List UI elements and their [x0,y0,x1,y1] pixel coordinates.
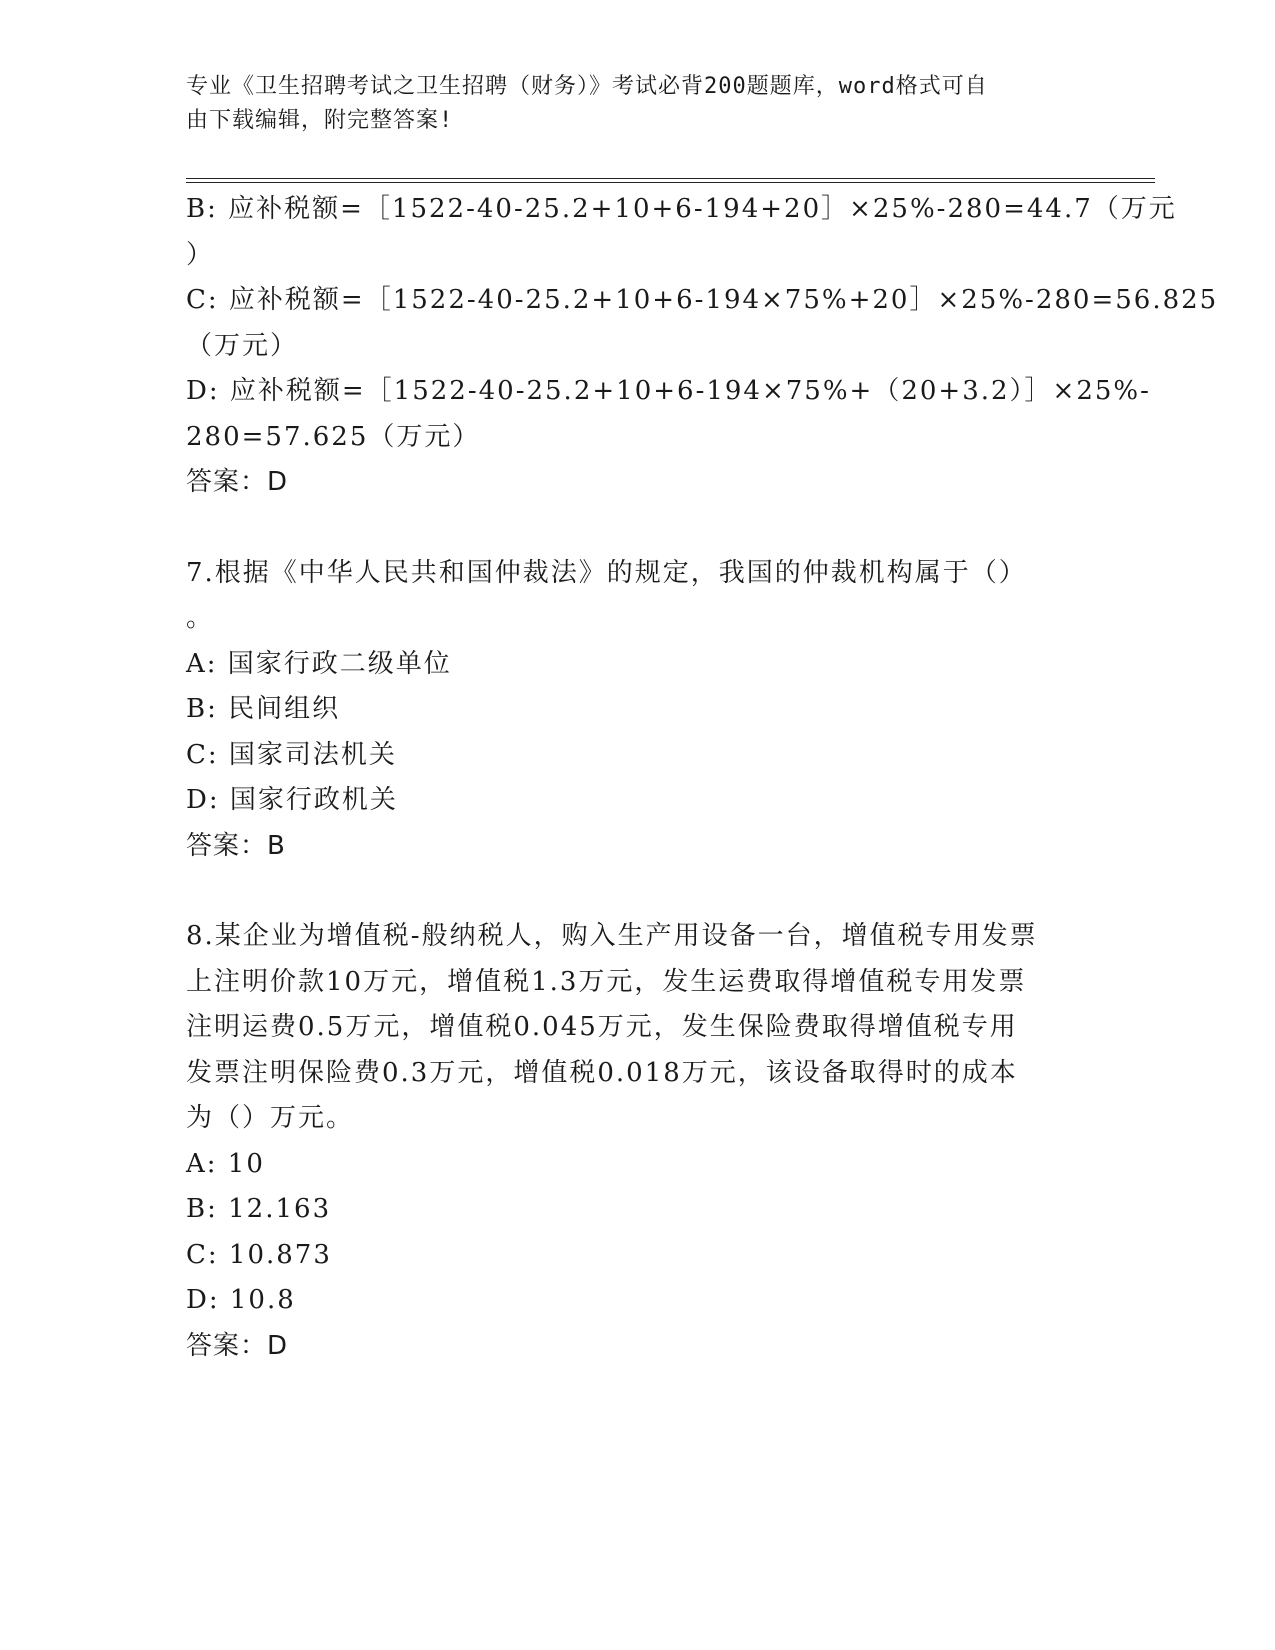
q8-option-a: A: 10 [186,1148,265,1179]
q8-stem-line-1: 8.某企业为增值税-般纳税人，购入生产用设备一台，增值税专用发票 [186,921,1038,951]
q6-answer: 答案：D [186,467,289,497]
q7-option-a: A: 国家行政二级单位 [186,648,452,679]
question-6-remainder [186,187,1219,506]
q7-option-d: D: 国家行政机关 [186,785,398,815]
q8-stem-line-2: 上注明价款10万元，增值税1.3万元，发生运费取得增值税专用发票 [186,966,1027,997]
q6-option-c-line-1: C: 应补税额=［1522-40-25.2+10+6-194×75%+20］×25%-280=56.825 [186,285,1219,315]
q7-stem-line-1: 7.根据《中华人民共和国仲裁法》的规定，我国的仲裁机构属于（） [186,557,1027,588]
header-title-line-1: 专业《卫生招聘考试之卫生招聘（财务）》考试必背200题题库，word格式可自 [186,74,988,99]
q6-option-b-line-1: B: 应补税额=［1522-40-25.2+10+6-194+20］×25%-280=44.7（万元 [186,194,1177,224]
document-body [186,187,1219,1369]
q7-answer: 答案：B [186,830,286,861]
q8-answer: 答案：D [186,1330,289,1361]
q8-stem-line-5: 为（）万元。 [186,1103,355,1133]
q6-option-d-line-1: D: 应补税额=［1522-40-25.2+10+6-194×75%+（20+3.2）］×25%- [186,376,1151,406]
q6-option-d-line-2: 280=57.625（万元） [186,421,481,452]
q8-stem-line-4: 发票注明保险费0.3万元，增值税0.018万元，该设备取得时的成本 [186,1057,1018,1088]
q7-option-b: B: 民间组织 [186,694,341,724]
q8-option-c: C: 10.873 [186,1239,332,1270]
q8-option-d: D: 10.8 [186,1285,296,1315]
question-8 [186,914,1076,1369]
q6-option-c-line-2: （万元） [186,330,299,361]
header-divider [186,178,1155,183]
document-header [186,70,1066,138]
q7-option-c: C: 国家司法机关 [186,739,397,770]
q8-stem-line-3: 注明运费0.5万元，增值税0.045万元，发生保险费取得增值税专用 [186,1012,1018,1042]
q8-option-b: B: 12.163 [186,1194,332,1224]
question-7 [186,551,1076,870]
q6-option-b-line-2: ） [186,239,215,270]
q7-stem-line-2: 。 [186,603,215,633]
header-title-line-2: 由下载编辑，附完整答案! [186,108,454,133]
